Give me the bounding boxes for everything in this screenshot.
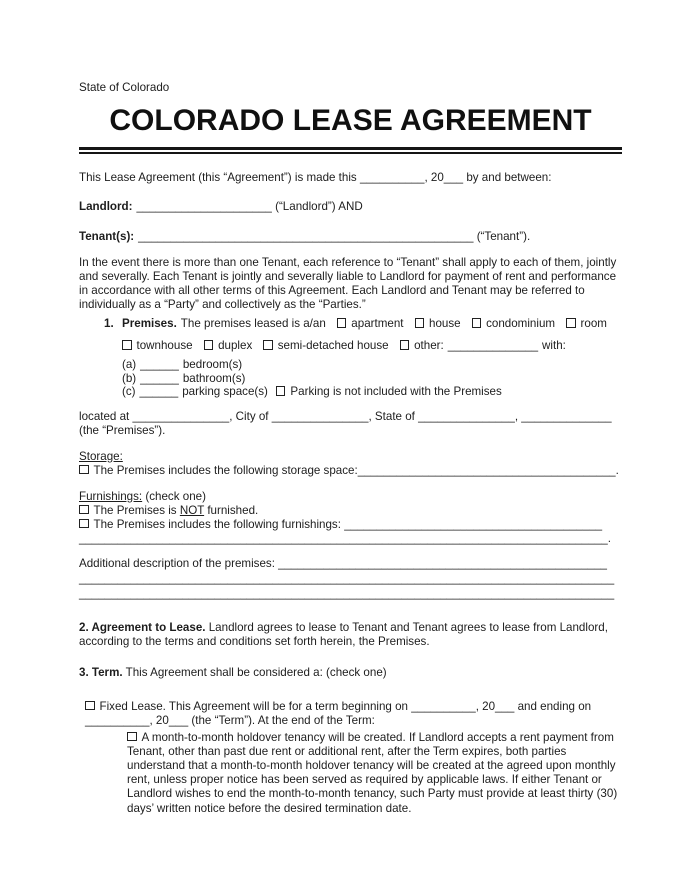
text-run: , 20 xyxy=(475,699,496,713)
detail-text: parking space(s) xyxy=(182,385,268,398)
option-duplex xyxy=(204,339,253,352)
storage-heading: Storage: xyxy=(79,449,123,463)
option-label: semi-detached house xyxy=(277,339,389,352)
additional-blank-3: ___________________________________________________________________________________ xyxy=(79,586,615,600)
text-run: This Agreement shall be considered a: (check one) xyxy=(122,665,387,679)
checkbox-icon[interactable] xyxy=(263,340,273,350)
text-run: Fixed Lease. This Agreement will be for a term beginning on xyxy=(99,699,412,713)
furnishings-block xyxy=(79,490,622,546)
day-blank: __________ xyxy=(359,171,425,184)
section-number: 1. xyxy=(104,317,114,330)
text-run: , City of xyxy=(229,409,272,423)
option-label: room xyxy=(580,317,607,330)
term-end-year-blank: ___ xyxy=(168,713,189,727)
term-start-year-blank: ___ xyxy=(495,699,515,713)
text-run: , State of xyxy=(368,409,419,423)
detail-row-bathrooms xyxy=(122,372,622,386)
checkbox-icon[interactable] xyxy=(472,318,482,328)
detail-text: bedroom(s) xyxy=(182,358,243,371)
furnishings-blank: ________________________________________ xyxy=(344,517,603,531)
text-run: , xyxy=(514,409,522,423)
not-word: NOT xyxy=(179,503,205,517)
text-run: (“Tenant”). xyxy=(473,230,531,243)
text-run: The Premises includes the following furnishings: xyxy=(93,517,345,531)
option-label: other: xyxy=(414,339,444,352)
zip-blank: ______________ xyxy=(521,409,612,423)
detail-label: (a) xyxy=(122,358,137,371)
term-start-blank: __________ xyxy=(411,699,476,713)
detail-row-parking xyxy=(122,385,622,399)
premises-section xyxy=(79,317,622,399)
located-line xyxy=(79,410,622,424)
option-townhouse xyxy=(122,339,193,352)
premises-type-row-2 xyxy=(122,339,622,353)
checkbox-icon[interactable] xyxy=(85,701,95,711)
section2-heading: 2. Agreement to Lease. xyxy=(79,620,206,634)
furnishings-option-includes xyxy=(79,518,622,532)
intro-line xyxy=(79,171,622,185)
address-blank: _______________ xyxy=(132,409,230,423)
other-blank: ______________ xyxy=(447,339,539,352)
text-run: Landlord agrees to lease to Tenant and Tenant agrees to lease from Landlord, according to the terms and conditions set forth herein, the Premises. xyxy=(79,620,608,648)
option-label: townhouse xyxy=(136,339,193,352)
landlord-label: Landlord: xyxy=(79,200,133,213)
text-run: Additional description of the premises: xyxy=(79,556,279,570)
storage-blank: ________________________________________ xyxy=(357,463,616,477)
checkbox-icon[interactable] xyxy=(276,386,286,396)
text-run: (check one) xyxy=(142,489,206,503)
text-run: This Lease Agreement (this “Agreement”) is made this xyxy=(79,171,360,184)
tenant-line xyxy=(79,230,622,244)
text-run: . xyxy=(607,531,611,545)
additional-blank-2: ___________________________________________________________________________________ xyxy=(79,571,615,585)
bathrooms-blank: ______ xyxy=(140,371,179,385)
detail-row-bedrooms xyxy=(122,358,622,372)
premises-details xyxy=(122,358,622,399)
blank-row xyxy=(79,586,622,601)
landlord-line xyxy=(79,200,622,214)
option-condominium xyxy=(472,317,555,330)
text-run: located at xyxy=(79,409,133,423)
checkbox-icon[interactable] xyxy=(204,340,214,350)
blank-row xyxy=(79,571,622,586)
checkbox-icon[interactable] xyxy=(79,465,89,475)
additional-description-line xyxy=(79,556,622,571)
option-house xyxy=(415,317,461,330)
text-run: (“Landlord”) AND xyxy=(271,200,363,213)
option-room xyxy=(566,317,607,330)
text-run: and ending on xyxy=(514,699,592,713)
detail-label: (b) xyxy=(122,371,137,385)
additional-description-block xyxy=(79,556,622,601)
premises-heading: Premises. xyxy=(122,317,177,330)
furnishings-option-not-furnished xyxy=(79,504,622,518)
option-apartment xyxy=(337,317,404,330)
furnishings-continuation xyxy=(79,532,622,546)
additional-blank: ___________________________________________________ xyxy=(278,556,607,570)
text-run: , 20 xyxy=(149,713,169,727)
holdover-clause xyxy=(127,731,619,816)
agreement-to-lease-paragraph xyxy=(79,621,622,649)
option-label: house xyxy=(429,317,461,330)
bedrooms-blank: ______ xyxy=(140,358,179,371)
city-blank: _______________ xyxy=(271,409,369,423)
landlord-blank: _____________________ xyxy=(136,200,272,213)
checkbox-icon[interactable] xyxy=(337,318,347,328)
section3-heading: 3. Term. xyxy=(79,665,123,679)
text-run: by and between: xyxy=(463,171,552,184)
fixed-lease-option xyxy=(85,700,622,728)
detail-label: (c) xyxy=(122,385,136,398)
option-label: condominium xyxy=(486,317,556,330)
storage-block xyxy=(79,450,622,478)
checkbox-icon[interactable] xyxy=(122,340,132,350)
checkbox-icon[interactable] xyxy=(400,340,410,350)
option-other xyxy=(400,339,444,352)
option-semi-detached xyxy=(263,339,388,352)
checkbox-icon[interactable] xyxy=(127,732,137,742)
furnishings-blank-2: __________________________________________________________________________________ xyxy=(79,531,608,545)
tenant-blank: ____________________________________________________ xyxy=(138,230,474,243)
text-run: furnished. xyxy=(204,503,259,517)
parties-paragraph: In the event there is more than one Tenant, each reference to “Tenant” shall apply to each of them, jointly and severally. Each Tenant is jointly and severally liable to Landlord for payment of rent and performance in accordance with all other terms of this Agreement. Each Landlord and Tenant may be referred to individually as a “Party” and collectively as the “Parties.” xyxy=(79,256,617,311)
option-label: Parking is not included with the Premises xyxy=(290,385,502,398)
storage-option xyxy=(79,464,622,478)
text-run: with: xyxy=(542,339,566,352)
checkbox-icon[interactable] xyxy=(566,318,576,328)
text-run: (the “Term”). At the end of the Term: xyxy=(188,713,375,727)
text-run: . xyxy=(615,463,619,477)
document-title: COLORADO LEASE AGREEMENT xyxy=(109,104,592,137)
furnishings-heading: Furnishings: xyxy=(79,489,143,503)
checkbox-icon[interactable] xyxy=(79,519,89,529)
year-blank: ___ xyxy=(443,171,464,184)
premises-type-row-1 xyxy=(122,317,622,331)
detail-text: bathroom(s) xyxy=(182,371,246,385)
checkbox-icon[interactable] xyxy=(79,505,89,515)
term-paragraph xyxy=(79,666,622,680)
text-run: The Premises is xyxy=(93,503,180,517)
tenant-label: Tenant(s): xyxy=(79,230,135,243)
option-label: apartment xyxy=(351,317,404,330)
text-run: The premises leased is a/an xyxy=(180,317,326,330)
text-run: The Premises includes the following storage space: xyxy=(93,463,358,477)
premises-ref: (the “Premises”). xyxy=(79,423,166,437)
state-label: State of Colorado xyxy=(79,81,170,94)
holdover-text: A month-to-month holdover tenancy will be created. If Landlord accepts a rent payment from Tenant, other than past due rent or additional rent, after the Term expires, both parties understand that a month-to-month holdover tenancy will be created at the agreed upon monthly rent, unless proper notice has been served as required by applicable laws. If either Tenant or Landlord wishes to end the month-to-month tenancy, such Party must provide at least thirty (30) days’ written notice before the desired termination date. xyxy=(127,730,618,815)
parking-blank: ______ xyxy=(139,385,179,398)
option-no-parking xyxy=(276,385,502,398)
state-blank: _______________ xyxy=(418,409,515,423)
option-label: duplex xyxy=(218,339,253,352)
text-run: , 20 xyxy=(424,171,444,184)
title-divider xyxy=(79,147,622,154)
checkbox-icon[interactable] xyxy=(415,318,425,328)
term-end-blank: __________ xyxy=(85,713,150,727)
